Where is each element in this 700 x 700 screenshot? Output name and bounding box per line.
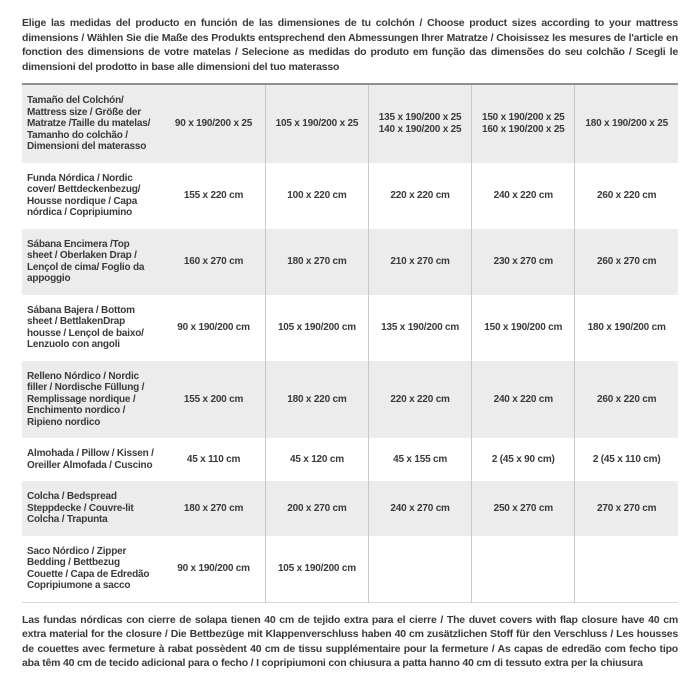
size-cell <box>575 361 678 439</box>
size-value: 90 x 190/200 cm <box>177 321 250 333</box>
size-cell <box>369 84 472 163</box>
size-value: 140 x 190/200 x 25 <box>378 123 462 135</box>
size-cell <box>575 84 678 163</box>
size-cell <box>575 229 678 295</box>
size-cell <box>575 295 678 361</box>
size-cell <box>265 84 368 163</box>
size-value: 240 x 220 cm <box>493 393 553 405</box>
row-label: Relleno Nórdico / Nordic filler / Nordische Füllung / Remplissage nordique / Enchimento nordico / Ripieno nordico <box>27 370 145 428</box>
size-value: 90 x 190/200 cm <box>177 562 250 574</box>
table-row <box>22 481 678 536</box>
size-cell <box>575 536 678 603</box>
size-cell <box>265 536 368 603</box>
size-cell <box>162 361 265 439</box>
size-cell <box>369 438 472 481</box>
size-value: 180 x 190/200 cm <box>587 321 666 333</box>
size-cell <box>369 295 472 361</box>
size-value: 105 x 190/200 x 25 <box>275 118 359 129</box>
size-value: 260 x 220 cm <box>597 189 657 201</box>
size-cell <box>162 536 265 603</box>
size-cell <box>472 481 575 536</box>
size-cell <box>369 163 472 229</box>
table-row <box>22 361 678 439</box>
size-value: 180 x 220 cm <box>287 393 347 405</box>
size-value: 105 x 190/200 cm <box>277 321 356 333</box>
size-value: 135 x 190/200 x 25 <box>378 112 462 124</box>
size-value: 100 x 220 cm <box>287 189 347 201</box>
size-cell <box>162 295 265 361</box>
size-cell <box>162 163 265 229</box>
row-label: Sábana Bajera / Bottom sheet / BettlakenDrap housse / Lençol de baixo/ Lenzuolo con angoli <box>27 304 144 350</box>
row-label: Funda Nórdica / Nordic cover/ Bettdeckenbezug/ Housse nordique / Capa nórdica / Copripiumino <box>27 172 141 218</box>
size-value: 160 x 190/200 x 25 <box>481 123 565 135</box>
row-label: Almohada / Pillow / Kissen / Oreiller Almofada / Cuscino <box>27 448 154 471</box>
size-cell <box>265 295 368 361</box>
size-cell <box>472 536 575 603</box>
footer-note: Las fundas nórdicas con cierre de solapa tienen 40 cm de tejido extra para el cierre / The duvet covers with flap closure have 40 cm extra material for the closure / Die Bettbezüge mit Klappenverschluss haben 40 cm zusätzlichen Stoff für den Verschluss / Les housses de couettes avec fermeture à rabat possèdent 40 cm de tissu supplémentaire pour la fermeture / As capas de edredão com fecho tipo aba têm 40 cm de tecido adicional para o fecho / I copripiumoni con chiusura a patta hanno 40 cm di tessuto extra per la chiusura <box>22 613 678 669</box>
size-cell <box>472 361 575 439</box>
size-cell <box>472 438 575 481</box>
size-value: 260 x 220 cm <box>597 393 657 405</box>
size-value: 180 x 270 cm <box>287 255 347 267</box>
intro-text: Elige las medidas del producto en función de las dimensiones de tu colchón / Choose product sizes according to your mattress dimensions / Wählen Sie die Maße des Produkts entsprechend den Abmessungen Ihrer Matratze / Choisissez les mesures de l'article en fonction des dimensions de votre matelas / Selecione as medidas do produto em função das dimensões do seu colchão / Scegli le dimensioni del prodotto in base alle dimensioni del tuo materasso <box>22 17 678 73</box>
size-value: 155 x 220 cm <box>183 189 244 201</box>
size-cell <box>162 438 265 481</box>
table-row <box>22 295 678 361</box>
table-row <box>22 163 678 229</box>
size-cell <box>265 163 368 229</box>
size-value: 90 x 190/200 x 25 <box>174 118 253 129</box>
row-label: Colcha / Bedspread Steppdecke / Couvre-lit Colcha / Trapunta <box>27 491 134 525</box>
row-label: Sábana Encimera /Top sheet / Oberlaken Drap / Lençol de cima/ Foglio da appoggio <box>27 238 145 284</box>
size-cell <box>575 438 678 481</box>
size-cell <box>369 361 472 439</box>
row-label: Saco Nórdico / Zipper Bedding / Bettbezug Couette / Capa de Edredão Copripiumone a sacco <box>27 545 150 591</box>
size-value: 155 x 200 cm <box>183 393 244 405</box>
size-cell <box>162 481 265 536</box>
size-value: 210 x 270 cm <box>390 255 450 267</box>
table-row <box>22 84 678 163</box>
size-value: 2 (45 x 90 cm) <box>491 453 555 465</box>
size-value: 105 x 190/200 cm <box>277 562 356 574</box>
size-value: 135 x 190/200 cm <box>381 321 460 333</box>
size-value: 200 x 270 cm <box>287 502 347 514</box>
size-table-body <box>22 84 678 602</box>
size-value: 2 (45 x 110 cm) <box>592 453 661 465</box>
table-row <box>22 438 678 481</box>
size-cell <box>162 229 265 295</box>
table-row <box>22 536 678 603</box>
size-value: 270 x 270 cm <box>597 502 657 514</box>
size-cell <box>472 163 575 229</box>
size-value: 220 x 220 cm <box>390 189 450 201</box>
size-cell <box>575 481 678 536</box>
size-value: 220 x 220 cm <box>390 393 450 405</box>
size-cell <box>575 163 678 229</box>
size-value: 230 x 270 cm <box>493 255 553 267</box>
size-value: 180 x 270 cm <box>183 502 244 514</box>
size-cell <box>369 536 472 603</box>
size-value: 180 x 190/200 x 25 <box>585 118 668 129</box>
size-value: 160 x 270 cm <box>183 255 244 267</box>
size-value: 250 x 270 cm <box>493 502 553 514</box>
size-cell <box>472 295 575 361</box>
size-value: 150 x 190/200 cm <box>484 321 563 333</box>
size-table <box>22 83 678 603</box>
size-value: 240 x 270 cm <box>390 502 450 514</box>
size-value: 150 x 190/200 x 25 <box>481 112 565 124</box>
size-cell <box>265 438 368 481</box>
table-row <box>22 229 678 295</box>
size-cell <box>265 481 368 536</box>
size-cell <box>369 229 472 295</box>
size-cell <box>472 229 575 295</box>
row-label: Tamaño del Colchón/ Mattress size / Größe der Matratze /Taille du matelas/ Tamanho do colchão / Dimensioni del materasso <box>27 95 151 152</box>
size-value: 45 x 110 cm <box>186 453 241 465</box>
size-cell <box>369 481 472 536</box>
size-value: 240 x 220 cm <box>493 189 553 201</box>
size-value: 260 x 270 cm <box>597 255 657 267</box>
size-value: 45 x 120 cm <box>289 453 344 465</box>
size-cell <box>265 229 368 295</box>
size-cell <box>472 84 575 163</box>
size-cell <box>162 84 265 163</box>
size-value: 45 x 155 cm <box>393 453 448 465</box>
size-cell <box>265 361 368 439</box>
